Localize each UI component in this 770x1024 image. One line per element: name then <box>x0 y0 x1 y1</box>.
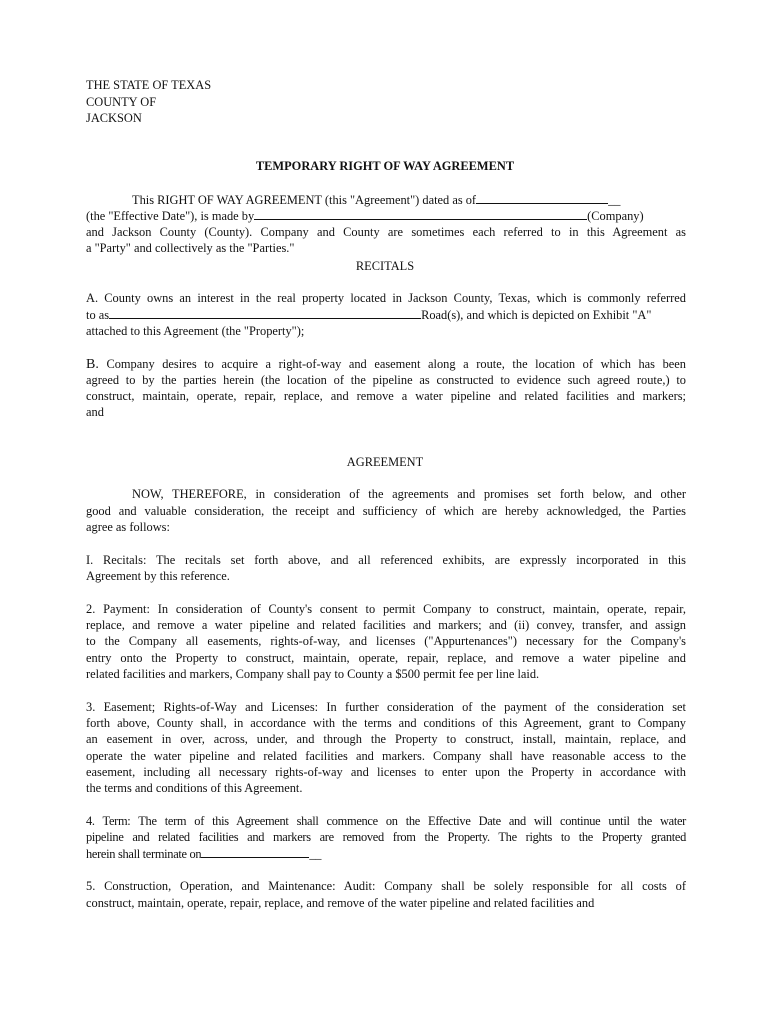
section-2-line-1: 2. Payment: In consideration of County's consent to permit Company to construct, maintain, operate, repair, <box>86 602 686 616</box>
intro-line-1-tail: __ <box>608 193 621 207</box>
intro-line-3: and Jackson County (County). Company and County are sometimes each referred to in this Agreement as <box>86 225 686 239</box>
now-therefore-line-1: NOW, THEREFORE, in consideration of the agreements and promises set forth below, and other <box>132 487 686 501</box>
section-2-line-5: related facilities and markers, Company shall pay to County a $500 permit fee per line laid. <box>86 667 540 681</box>
recital-b-line-3: construct, maintain, operate, repair, replace, and remove a water pipeline and related facilities and markers; <box>86 389 686 403</box>
recital-a-line-2-tail: Road(s), and which is depicted on Exhibit "A" <box>421 308 652 322</box>
recital-b-letter: B. <box>86 357 99 372</box>
section-4-line-3-tail: __ <box>309 847 322 861</box>
now-therefore-line-2: good and valuable consideration, the receipt and sufficiency of which are hereby acknowledged, the Parties <box>86 504 686 518</box>
section-3-line-5: easement, including all necessary rights-of-way and licenses to enter upon the Property in accordance with <box>86 765 686 779</box>
intro-line-1 <box>132 192 732 208</box>
recital-b-line-1-text: Company desires to acquire a right-of-way and easement along a route, the location of which has been <box>106 357 686 371</box>
effective-date-blank[interactable] <box>476 192 608 204</box>
county-name: JACKSON <box>86 111 142 125</box>
intro-line-2 <box>86 208 686 224</box>
recital-b-line-4: and <box>86 405 104 419</box>
recital-a-line-2 <box>86 307 686 323</box>
road-name-blank[interactable] <box>109 307 421 319</box>
section-4-line-2: pipeline and related facilities and markers are removed from the Property. The rights to the Property granted <box>86 830 686 844</box>
section-3-line-2: forth above, County shall, in accordance with the terms and conditions of this Agreement, grant to Company <box>86 716 686 730</box>
section-1-line-2: Agreement by this reference. <box>86 569 230 583</box>
state-heading: THE STATE OF TEXAS <box>86 78 212 92</box>
intro-line-2-company: (Company) <box>587 209 644 223</box>
section-2-line-2: replace, and remove a water pipeline and related facilities and markers; and (ii) convey, transfer, and assign <box>86 618 686 632</box>
section-5-line-2: construct, maintain, operate, repair, replace, and remove of the water pipeline and related facilities and <box>86 896 595 910</box>
document-title: TEMPORARY RIGHT OF WAY AGREEMENT <box>255 159 515 173</box>
section-3-line-3: an easement in over, across, under, and through the Property to construct, install, maintain, replace, and <box>86 732 686 746</box>
recital-a-line-1: A. County owns an interest in the real property located in Jackson County, Texas, which is commonly referred <box>86 291 686 305</box>
recitals-heading: RECITALS <box>355 259 415 273</box>
recital-b-line-2: agreed to by the parties herein (the location of the pipeline as constructed to evidence such agreed route,) to <box>86 373 686 387</box>
county-heading: COUNTY OF <box>86 95 157 109</box>
section-2-line-3: to the Company all easements, rights-of-way, and licenses ("Appurtenances") necessary for the Company's <box>86 634 686 648</box>
section-4-line-3 <box>86 846 686 862</box>
agreement-heading: AGREEMENT <box>346 455 424 469</box>
recital-a-line-3: attached to this Agreement (the "Property"); <box>86 324 305 338</box>
section-1-line-1: I. Recitals: The recitals set forth above, and all referenced exhibits, are expressly incorporated in this <box>86 553 686 567</box>
section-3-line-4: operate the water pipeline and related facilities and markers. Company shall have reasonable access to the <box>86 749 686 763</box>
section-3-line-6: the terms and conditions of this Agreement. <box>86 781 303 795</box>
intro-line-4: a "Party" and collectively as the "Parties." <box>86 241 295 255</box>
section-4-line-3-text: herein shall terminate on <box>86 847 202 861</box>
company-name-blank[interactable] <box>254 208 587 220</box>
termination-date-blank[interactable] <box>201 846 309 858</box>
recital-a-line-2-text: to as <box>86 308 110 322</box>
section-2-line-4: entry onto the Property to construct, maintain, operate, repair, replace, and remove a water pipeline and <box>86 651 686 665</box>
intro-line-1-text: This RIGHT OF WAY AGREEMENT (this "Agreement") dated as of <box>132 193 477 207</box>
section-5-line-1: 5. Construction, Operation, and Maintenance: Audit: Company shall be solely responsible for all costs of <box>86 879 686 893</box>
intro-line-2-text: (the "Effective Date"), is made by <box>86 209 255 223</box>
now-therefore-line-3: agree as follows: <box>86 520 170 534</box>
section-4-line-1: 4. Term: The term of this Agreement shall commence on the Effective Date and will continue until the water <box>86 814 686 828</box>
section-3-line-1: 3. Easement; Rights-of-Way and Licenses: In further consideration of the payment of the consideration set <box>86 700 686 714</box>
recital-b-line-1 <box>86 356 686 373</box>
